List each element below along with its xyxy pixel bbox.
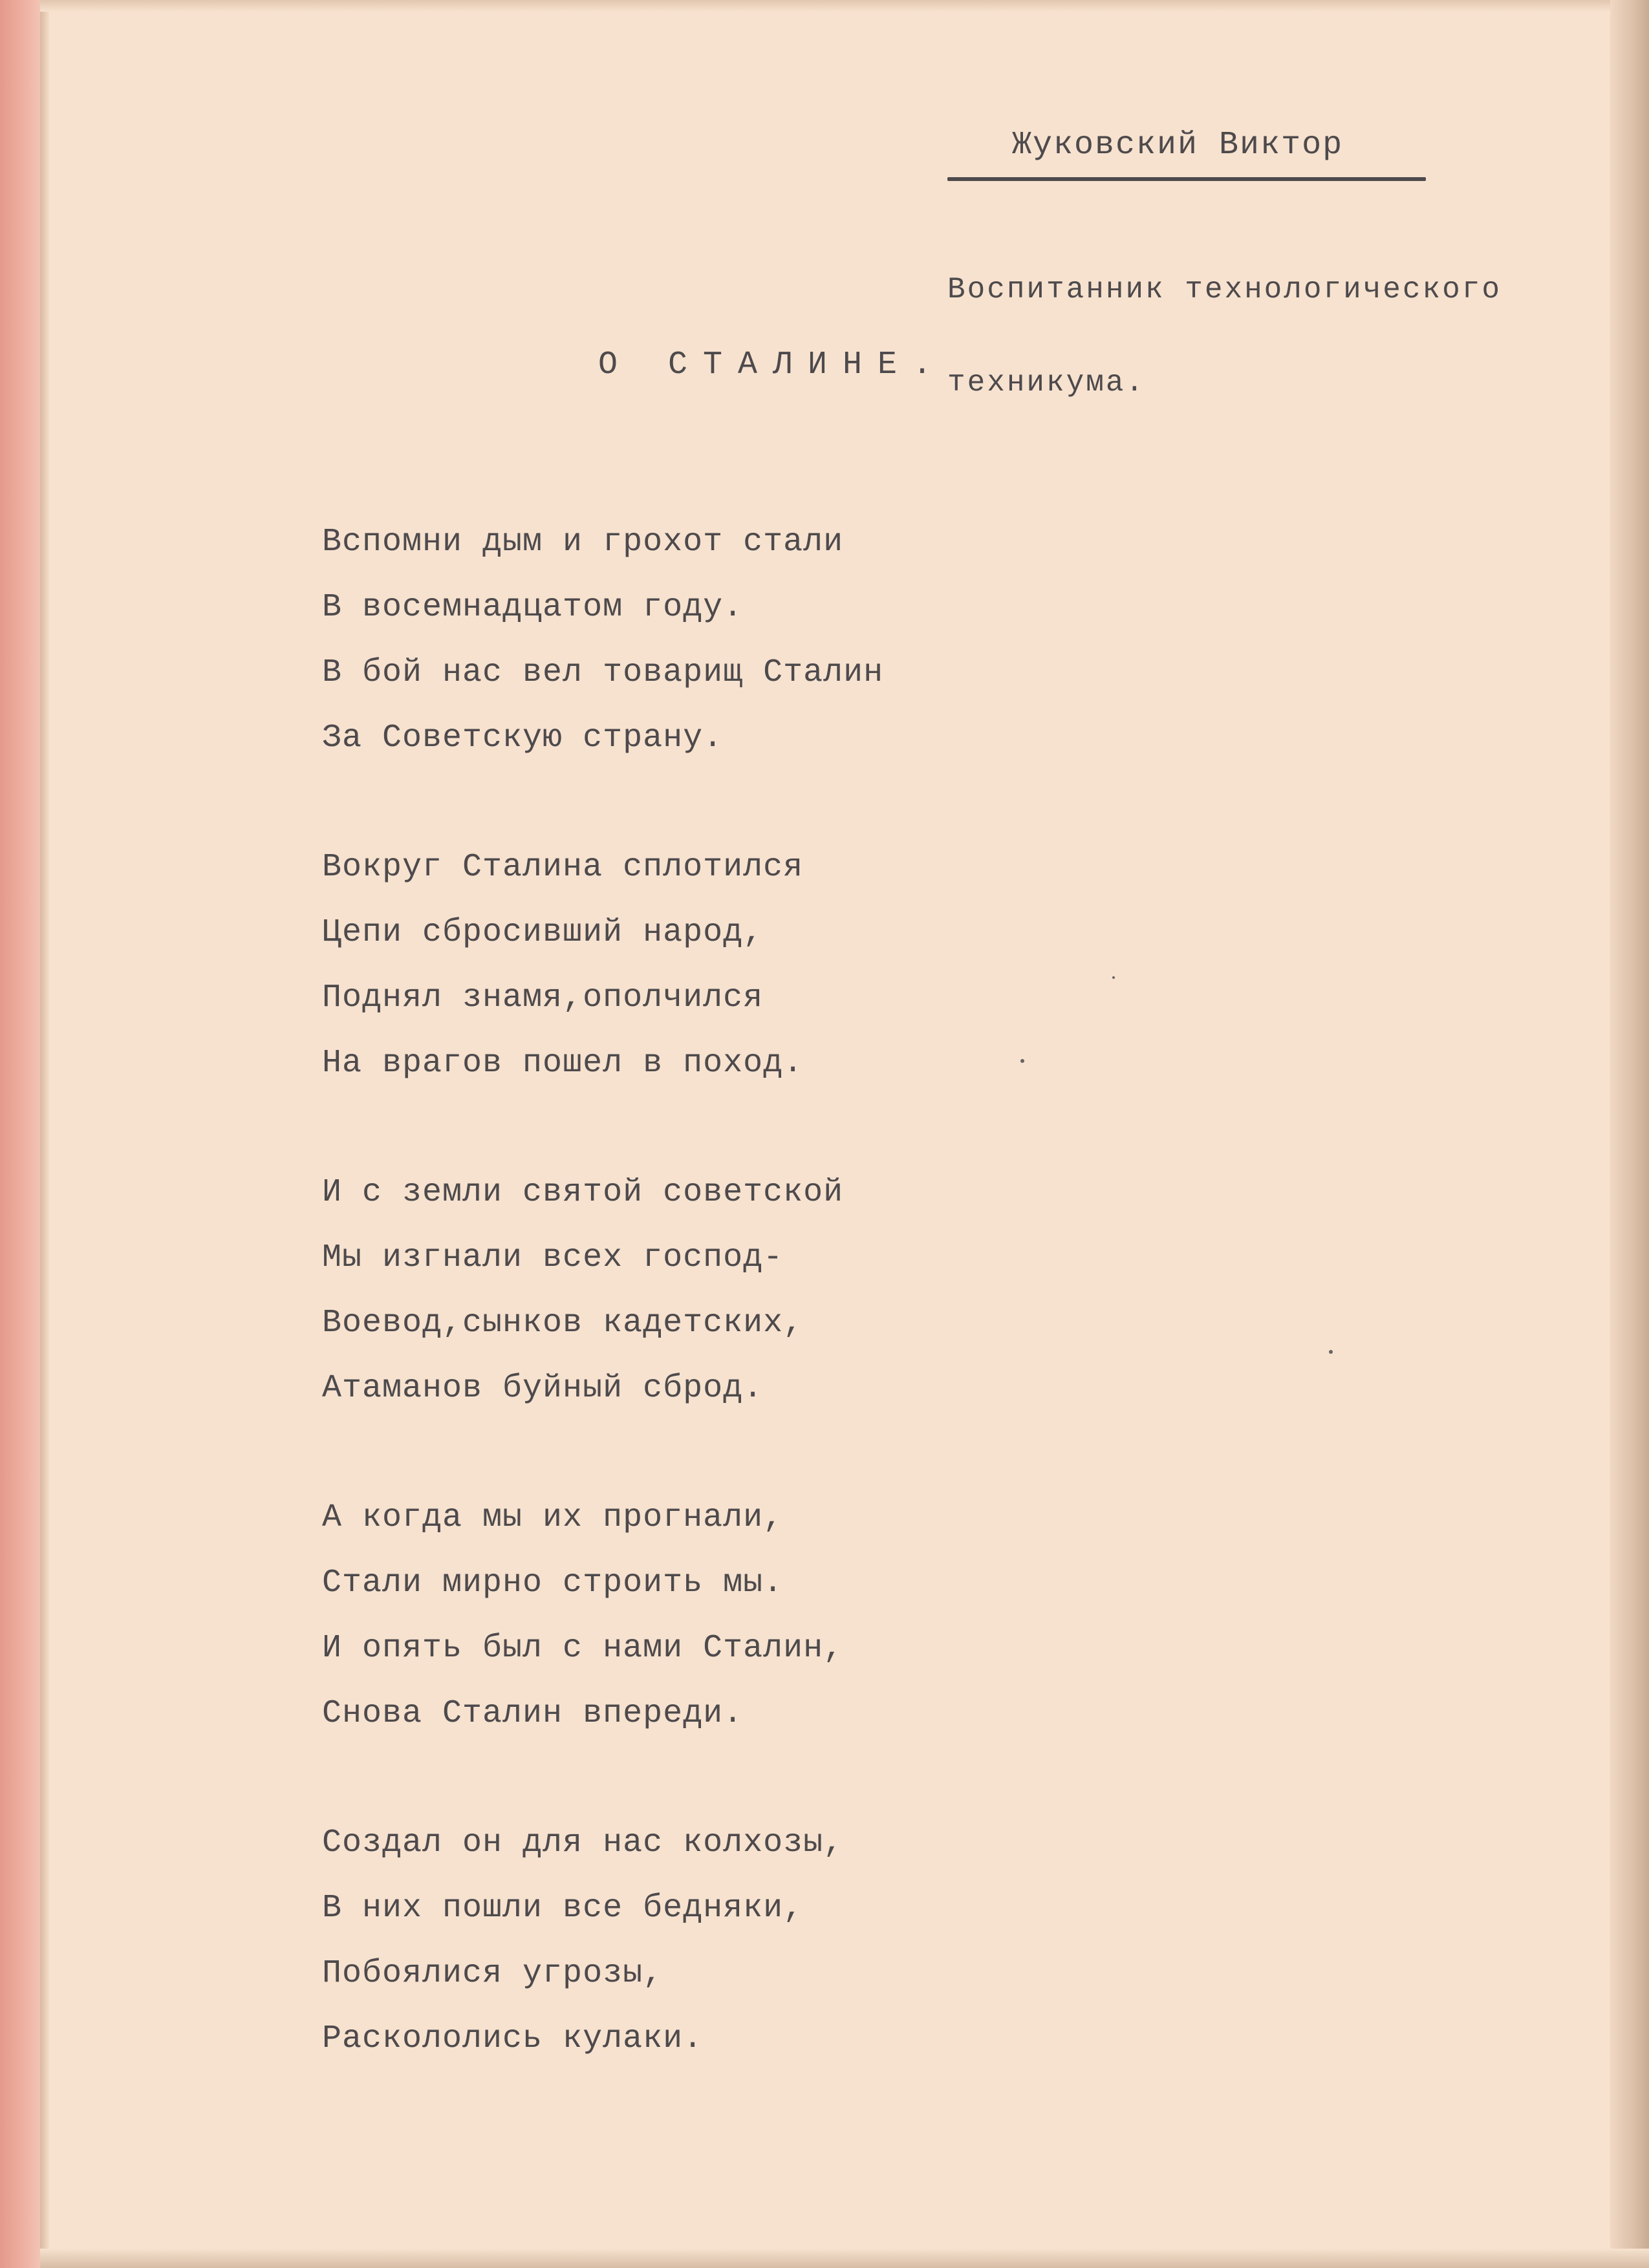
binding-strip (0, 0, 40, 2268)
stanza (322, 835, 883, 1096)
author-name: Жуковский Виктор (1012, 127, 1344, 164)
poem-line: Побоялися угрозы, (322, 1955, 663, 1992)
poem-line: В восемнадцатом году. (322, 589, 744, 626)
poem-line: Поднял знамя,ополчился (322, 979, 764, 1016)
poem-title: О СТАЛИНЕ. (598, 347, 948, 383)
poem-line: На врагов пошел в поход. (322, 1045, 804, 1082)
page-bottom-edge (40, 2249, 1649, 2268)
poem-line: И с земли святой советской (322, 1174, 844, 1211)
author-affiliation (947, 212, 1502, 460)
poem-line: В них пошли все бедняки, (322, 1890, 804, 1927)
poem-line: А когда мы их прогнали, (322, 1499, 784, 1536)
stanza (322, 1485, 883, 1746)
poem-line: Мы изгнали всех господ- (322, 1239, 784, 1276)
poem-line: В бой нас вел товарищ Сталин (322, 654, 884, 691)
stanza (322, 1160, 883, 1421)
poem-line: Воевод,сынков кадетских, (322, 1305, 804, 1342)
stanza (322, 509, 883, 771)
poem-line: Стали мирно строить мы. (322, 1565, 784, 1601)
author-underline (947, 177, 1426, 181)
poem-line: И опять был с нами Сталин, (322, 1630, 844, 1667)
poem-body (322, 509, 883, 2135)
poem-line: Создал он для нас колхозы, (322, 1824, 844, 1861)
poem-line: За Советскую страну. (322, 720, 724, 756)
poem-line: Вспомни дым и грохот стали (322, 524, 844, 561)
page-right-edge (1610, 0, 1649, 2268)
page-top-edge (40, 0, 1649, 12)
poem-line: Раскололись кулаки. (322, 2020, 704, 2057)
ink-speck (1020, 1059, 1024, 1063)
poem-line: Атаманов буйный сброд. (322, 1370, 764, 1407)
affiliation-line: техникума. (947, 366, 1146, 400)
stanza (322, 1810, 883, 2071)
poem-line: Вокруг Сталина сплотился (322, 849, 804, 886)
ink-speck (1329, 1350, 1333, 1354)
affiliation-line: Воспитанник технологического (947, 273, 1502, 306)
poem-line: Цепи сбросивший народ, (322, 914, 764, 951)
ink-speck (1112, 976, 1115, 979)
binding-edge (40, 0, 49, 2268)
poem-line: Снова Сталин впереди. (322, 1695, 744, 1732)
